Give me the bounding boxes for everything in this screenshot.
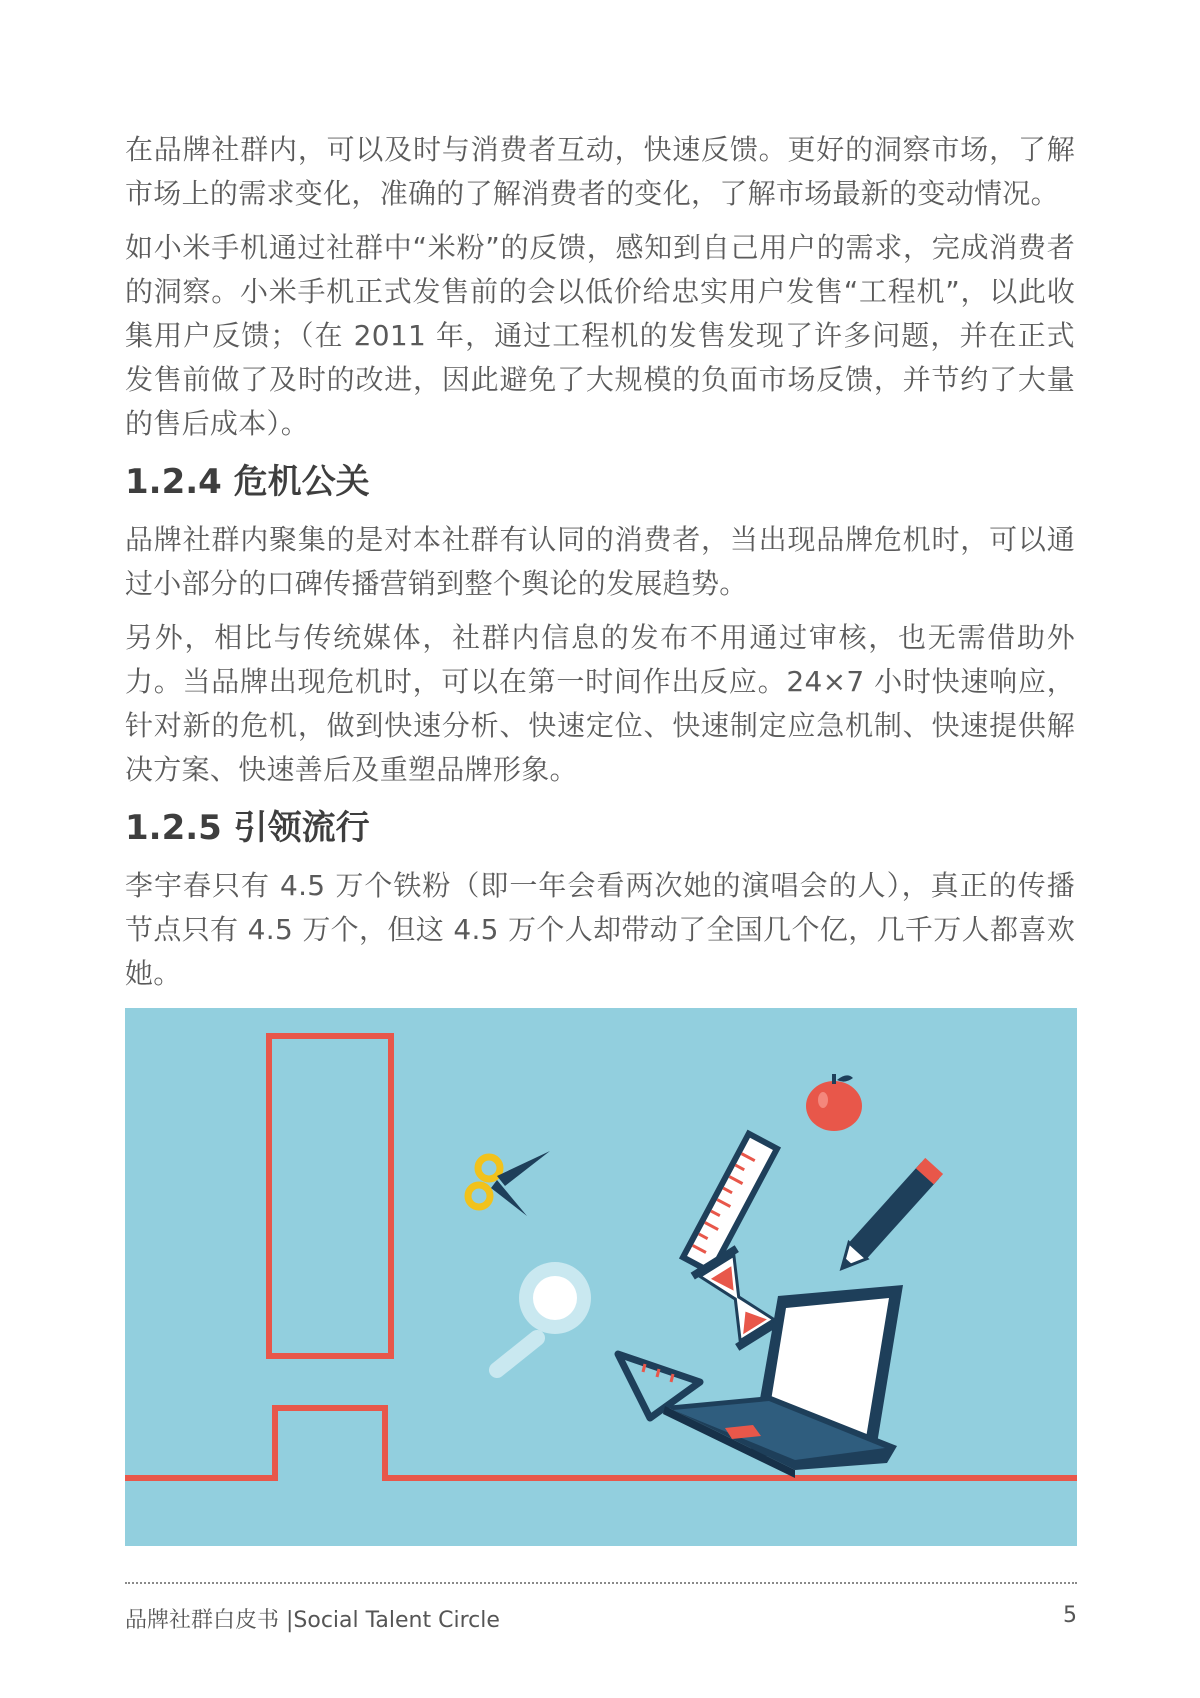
heading-crisis-pr: 1.2.4 危机公关: [125, 462, 370, 502]
scissors-icon: [468, 1151, 550, 1216]
footer-divider: [125, 1582, 1077, 1584]
page-number: 5: [1063, 1603, 1077, 1628]
footer-title: 品牌社群白皮书 |Social Talent Circle: [125, 1608, 500, 1633]
pencil-icon: [833, 1158, 943, 1277]
paragraph-market-feedback: 在品牌社群内，可以及时与消费者互动，快速反馈。更好的洞察市场，了解市场上的需求变化，准确的了解消费者的变化，了解市场最新的变动情况。: [125, 133, 1075, 210]
main-content: [125, 128, 1075, 1006]
apple-icon: [806, 1074, 862, 1131]
illustration-svg: [125, 1008, 1077, 1546]
paragraph-crisis-2: 另外，相比与传统媒体，社群内信息的发布不用通过审核，也无需借助外力。当品牌出现危机时，可以在第一时间作出反应。24×7 小时快速响应，针对新的危机，做到快速分析、快速定位、快速制定应急机制、快速提供解决方案、快速善后及重塑品牌形象。: [125, 621, 1075, 786]
magnifier-icon: [497, 1262, 591, 1370]
paragraph-crisis-1: 品牌社群内聚集的是对本社群有认同的消费者，当出现品牌危机时，可以通过小部分的口碑传播营销到整个舆论的发展趋势。: [125, 523, 1075, 600]
illustration: [125, 1008, 1077, 1546]
heading-lead-trend: 1.2.5 引领流行: [125, 808, 370, 848]
paragraph-xiaomi-example: 如小米手机通过社群中“米粉”的反馈，感知到自己用户的需求，完成消费者的洞察。小米手机正式发售前的会以低价给忠实用户发售“工程机”，以此收集用户反馈；（在 2011 年，通过工程机的发售发现了许多问题，并在正式发售前做了及时的改进，因此避免了大规模的负面市场反馈，并节约了大量的售后成本）。: [125, 231, 1075, 440]
exclamation-mark-icon: [125, 1036, 1077, 1478]
paragraph-lead-trend: 李宇春只有 4.5 万个铁粉（即一年会看两次她的演唱会的人），真正的传播节点只有 4.5 万个，但这 4.5 万个人却带动了全国几个亿，几千万人都喜欢她。: [125, 869, 1075, 990]
